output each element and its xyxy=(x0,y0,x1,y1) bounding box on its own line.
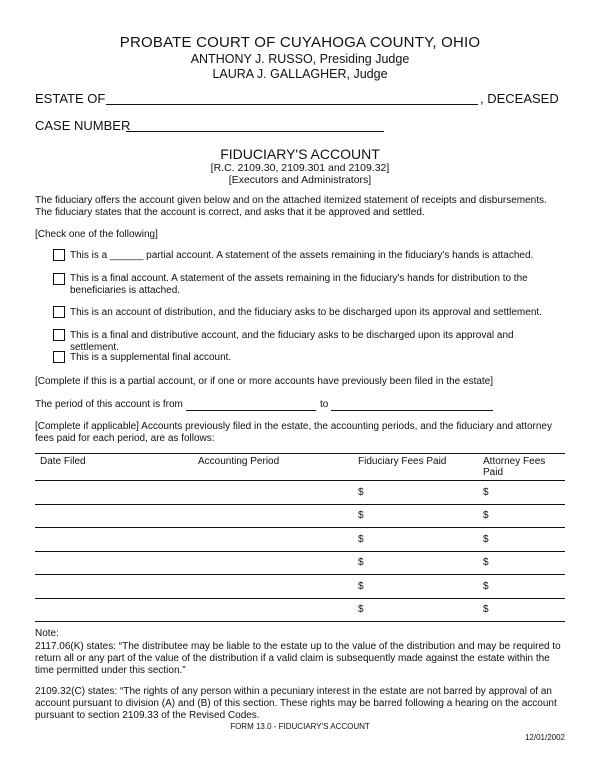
note-label: Note: xyxy=(35,628,59,639)
table-row xyxy=(35,575,565,599)
table-row xyxy=(35,528,565,552)
option-checkbox-supplemental[interactable] xyxy=(53,351,65,363)
cell-date-filed[interactable] xyxy=(35,551,195,575)
applies-to: [Executors and Administrators] xyxy=(228,174,372,186)
estate-label: ESTATE OF xyxy=(35,91,106,106)
cell-date-filed[interactable] xyxy=(35,598,195,622)
cell-attorney-fees[interactable]: $ xyxy=(480,528,565,552)
cell-fiduciary-fees[interactable]: $ xyxy=(355,504,480,528)
form-footer-name: FORM 13.0 - FIDUCIARY'S ACCOUNT xyxy=(230,722,370,731)
cell-fiduciary-fees[interactable]: $ xyxy=(355,528,480,552)
header-fiduciary-fees: Fiduciary Fees Paid xyxy=(355,454,480,481)
intro-paragraph: The fiduciary offers the account given below and on the attached itemized statement of receipts and disbursements. The fiduciary states that the account is correct, and asks that it be approved and settled. xyxy=(35,195,547,219)
note-paragraph-2117: 2117.06(K) states: “The distributee may be liable to the estate up to the value of the distribution and may be required to return all or any part of the value of the distribution if a valid claim is subsequently made against the estate within the time permitted under this section.” xyxy=(35,641,561,677)
header-accounting-period: Accounting Period xyxy=(195,454,355,481)
period-from-field[interactable] xyxy=(186,410,316,411)
table-row xyxy=(35,551,565,575)
previous-accounts-instruction: [Complete if applicable] Accounts previously filed in the estate, the accounting periods, and the fiduciary and attorney fees paid for each period, are as follows: xyxy=(35,421,552,445)
judge-name: LAURA J. GALLAGHER, Judge xyxy=(212,67,388,81)
deceased-label: , DECEASED xyxy=(480,91,559,106)
option-checkbox-final[interactable] xyxy=(53,273,65,285)
table-header-row xyxy=(35,454,565,481)
table-row xyxy=(35,481,565,505)
cell-fiduciary-fees[interactable]: $ xyxy=(355,551,480,575)
cell-accounting-period[interactable] xyxy=(195,481,355,505)
header-attorney-fees: Attorney Fees Paid xyxy=(480,454,565,481)
cell-accounting-period[interactable] xyxy=(195,528,355,552)
option-label-partial: This is a ______ partial account. A statement of the assets remaining in the fiduciary's hands is attached. xyxy=(70,250,534,261)
note-paragraph-2109: 2109.32(C) states: “The rights of any person within a pecuniary interest in the estate are not barred by approval of an account pursuant to division (A) and (B) of this section. These rights may be barred following a hearing on the account pursuant to section 2109.33 of the Revised Codes. xyxy=(35,686,557,722)
check-instruction: [Check one of the following] xyxy=(35,229,158,240)
cell-attorney-fees[interactable]: $ xyxy=(480,481,565,505)
cell-attorney-fees[interactable]: $ xyxy=(480,598,565,622)
cell-attorney-fees[interactable]: $ xyxy=(480,575,565,599)
statute-reference: [R.C. 2109.30, 2109.301 and 2109.32] xyxy=(210,162,390,174)
cell-fiduciary-fees[interactable]: $ xyxy=(355,575,480,599)
cell-accounting-period[interactable] xyxy=(195,551,355,575)
option-label-supplemental: This is a supplemental final account. xyxy=(70,352,232,363)
option-label-distribution: This is an account of distribution, and the fiduciary asks to be discharged upon its approval and settlement. xyxy=(70,307,542,318)
estate-name-field[interactable] xyxy=(106,104,478,105)
form-footer-date: 12/01/2002 xyxy=(524,733,565,742)
previous-accounts-table xyxy=(35,453,565,622)
cell-accounting-period[interactable] xyxy=(195,504,355,528)
court-title: PROBATE COURT OF CUYAHOGA COUNTY, OHIO xyxy=(119,34,481,51)
cell-accounting-period[interactable] xyxy=(195,575,355,599)
cell-accounting-period[interactable] xyxy=(195,598,355,622)
table-row xyxy=(35,504,565,528)
cell-fiduciary-fees[interactable]: $ xyxy=(355,598,480,622)
option-checkbox-distribution[interactable] xyxy=(53,306,65,318)
presiding-judge: ANTHONY J. RUSSO, Presiding Judge xyxy=(190,52,410,66)
period-label: The period of this account is from xyxy=(35,399,183,410)
option-checkbox-partial[interactable] xyxy=(53,249,65,261)
cell-attorney-fees[interactable]: $ xyxy=(480,551,565,575)
partial-instruction: [Complete if this is a partial account, or if one or more accounts have previously been filed in the estate] xyxy=(35,376,494,387)
cell-date-filed[interactable] xyxy=(35,504,195,528)
period-to-label: to xyxy=(320,399,329,410)
form-title: FIDUCIARY'S ACCOUNT xyxy=(220,146,380,162)
header-date-filed: Date Filed xyxy=(35,454,195,481)
cell-attorney-fees[interactable]: $ xyxy=(480,504,565,528)
option-label-final-distributive: This is a final and distributive account, and the fiduciary asks to be discharged upon its approval and settlement. xyxy=(70,330,514,354)
cell-date-filed[interactable] xyxy=(35,481,195,505)
cell-date-filed[interactable] xyxy=(35,575,195,599)
period-to-field[interactable] xyxy=(331,410,493,411)
case-number-field[interactable] xyxy=(126,131,384,132)
case-number-label: CASE NUMBER xyxy=(35,118,131,133)
option-checkbox-final-distributive[interactable] xyxy=(53,329,65,341)
cell-fiduciary-fees[interactable]: $ xyxy=(355,481,480,505)
cell-date-filed[interactable] xyxy=(35,528,195,552)
option-label-final: This is a final account. A statement of the assets remaining in the fiduciary's hands for distribution to the beneficiaries is attached. xyxy=(70,273,528,297)
table-row xyxy=(35,598,565,622)
